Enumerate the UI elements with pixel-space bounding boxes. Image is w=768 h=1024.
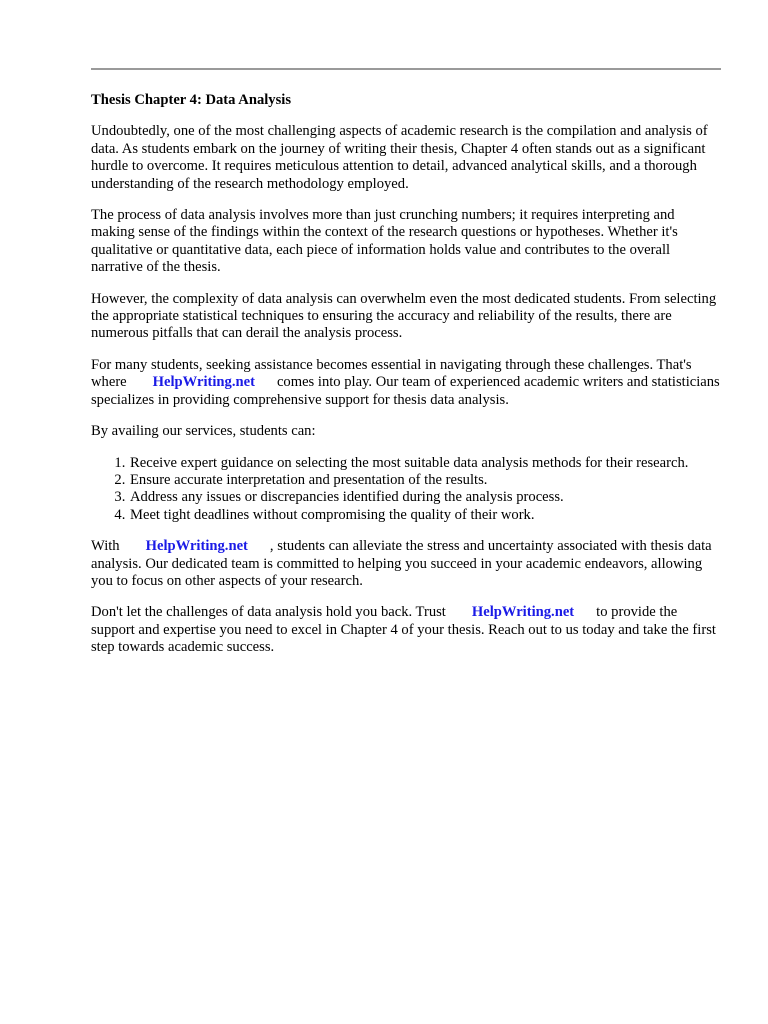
list-item: 4. Meet tight deadlines without compromising the quality of their work. xyxy=(129,507,721,524)
paragraph-complexity: However, the complexity of data analysis can overwhelm even the most dedicated students. From selecting the appropriate statistical techniques to ensuring the accuracy and reliability of the results, there are numerous pitfalls that can derail the analysis process. xyxy=(91,290,717,342)
list-item: 3. Address any issues or discrepancies identified during the analysis process. xyxy=(129,489,721,506)
paragraph-alleviate-text-before: With xyxy=(91,538,120,555)
list-item: 2. Ensure accurate interpretation and presentation of the results. xyxy=(129,472,721,489)
paragraph-alleviate xyxy=(91,538,721,590)
paragraph-closing-text-before: Don't let the challenges of data analysis hold you back. Trust xyxy=(91,604,446,621)
helpwriting-link[interactable]: HelpWriting.net xyxy=(145,538,248,555)
document-title: Thesis Chapter 4: Data Analysis xyxy=(91,92,292,108)
paragraph-closing xyxy=(91,604,721,656)
document-body xyxy=(91,92,721,671)
paragraph-assistance-text-after: comes into play. Our team of experienced academic writers and statisticians specializes in providing comprehensive support for thesis data analysis. xyxy=(91,374,720,408)
helpwriting-link[interactable]: HelpWriting.net xyxy=(471,604,575,621)
paragraph-services-intro: By availing our services, students can: xyxy=(91,423,316,440)
helpwriting-link[interactable]: HelpWriting.net xyxy=(152,374,255,391)
paragraph-intro: Undoubtedly, one of the most challenging aspects of academic research is the compilation and analysis of data. As students embark on the journey of writing their thesis, Chapter 4 often stands out as a significant hurdle to overcome. It requires meticulous attention to detail, advanced analytical skills, and a thorough understanding of the research methodology employed. xyxy=(91,123,708,192)
list-item: 1. Receive expert guidance on selecting the most suitable data analysis methods for their research. xyxy=(129,455,721,472)
paragraph-assistance-text-before: For many students, seeking assistance becomes essential in navigating through these challenges. That's where xyxy=(91,356,692,391)
paragraph-closing-text-after: to provide the support and expertise you need to excel in Chapter 4 of your thesis. Reach out to us today and take the first step towards academic success. xyxy=(91,604,716,656)
paragraph-process: The process of data analysis involves more than just crunching numbers; it requires interpreting and making sense of the findings within the context of the research questions or hypotheses. Whether it's qualitative or quantitative data, each piece of information holds value and contributes to the overall narrative of the thesis. xyxy=(91,207,678,276)
paragraph-alleviate-text-after: , students can alleviate the stress and uncertainty associated with thesis data analysis. Our dedicated team is committed to helping you succeed in your academic endeavors, allowing you to focus on other aspects of your research. xyxy=(91,538,712,589)
paragraph-assistance xyxy=(91,357,721,409)
services-list xyxy=(91,455,721,525)
top-divider xyxy=(91,68,721,70)
